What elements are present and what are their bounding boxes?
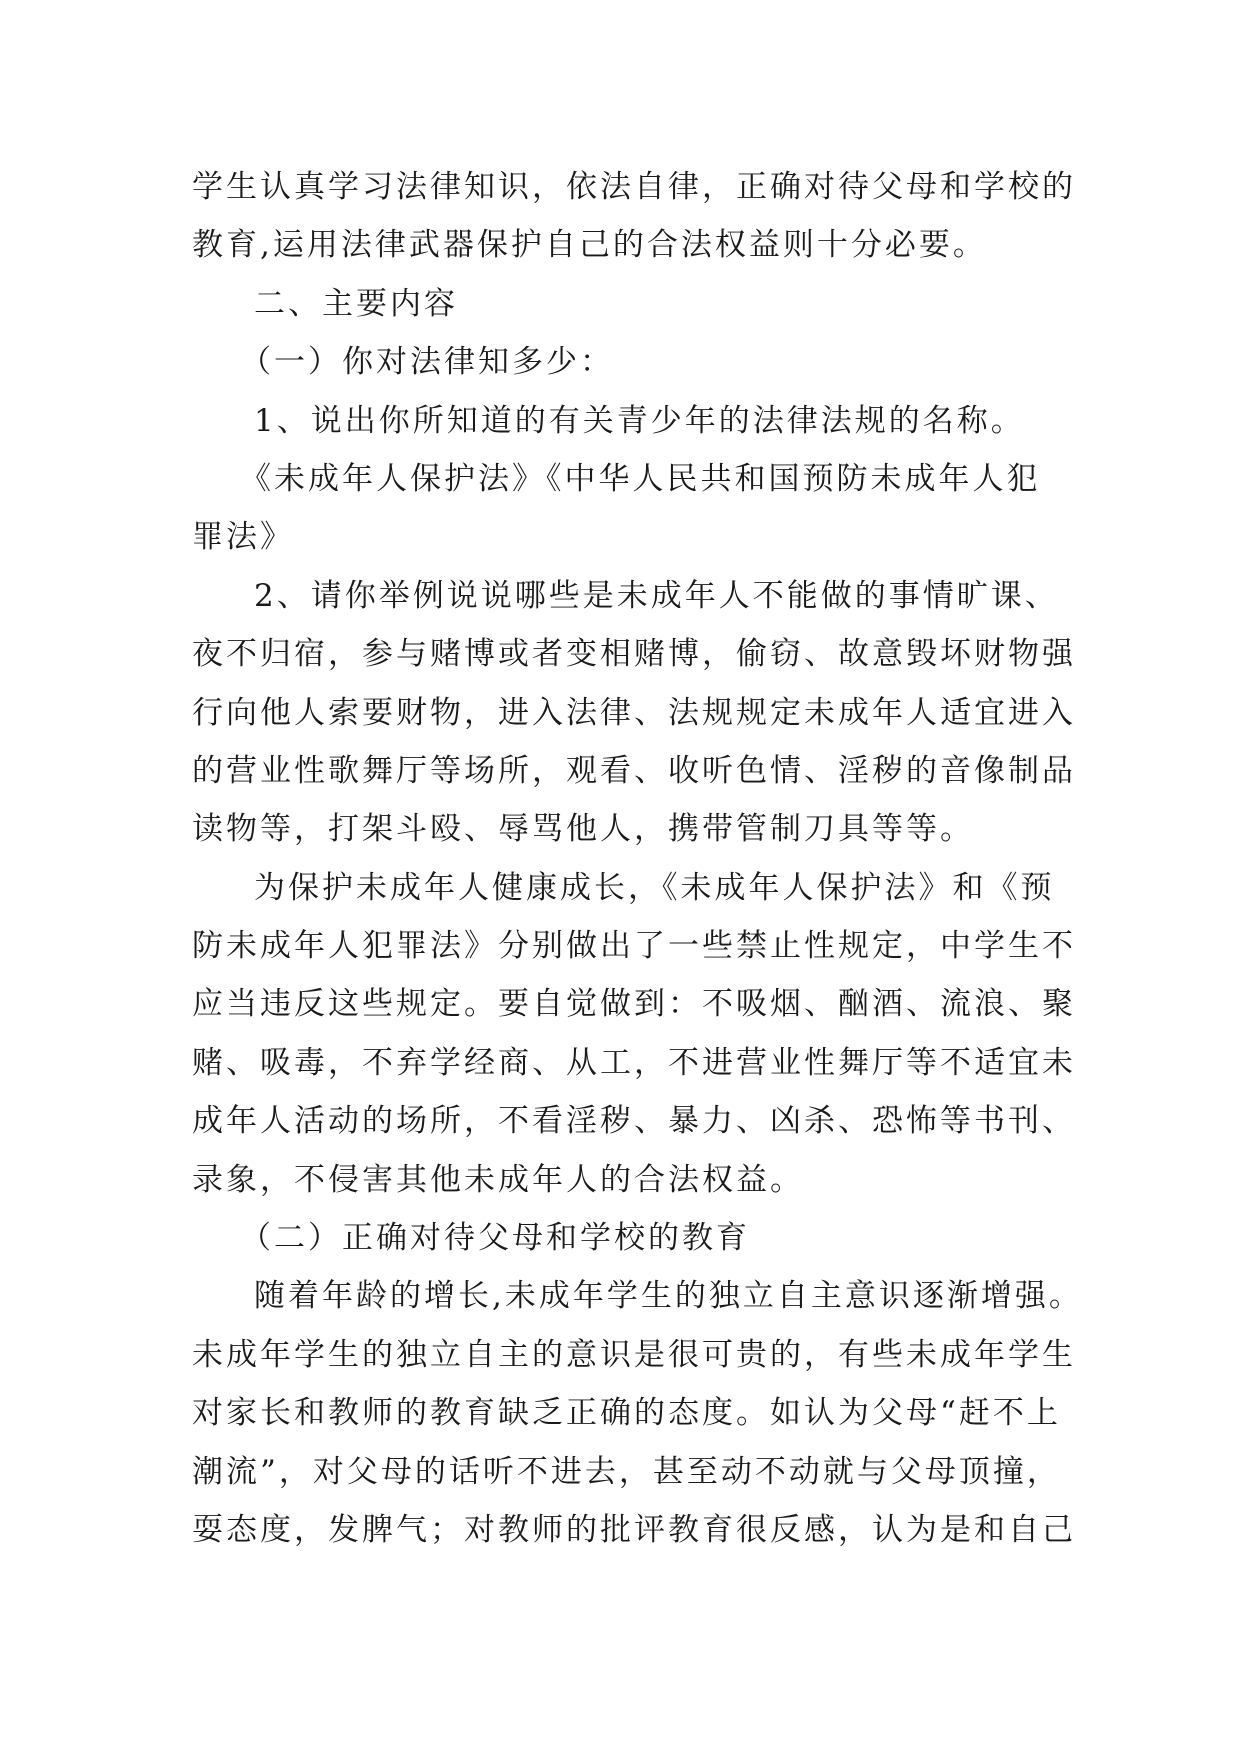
text-line: 应当违反这些规定。要自觉做到：不吸烟、酗酒、流浪、聚 xyxy=(192,986,1076,1023)
question-line: 2、请你举例说说哪些是未成年人不能做的事情旷课、 xyxy=(254,577,1059,614)
text-line: 行向他人索要财物，进入法律、法规规定未成年人适宜进入 xyxy=(192,694,1076,731)
text-line: 对家长和教师的教育缺乏正确的态度。如认为父母“赶不上 xyxy=(192,1395,1061,1432)
text-line: 防未成年人犯罪法》分别做出了一些禁止性规定，中学生不 xyxy=(192,928,1076,965)
text-line: 潮流”，对父母的话听不进去，甚至动不动就与父母顶撞， xyxy=(192,1453,1061,1490)
text-line: 为保护未成年人健康成长，《未成年人保护法》和《预 xyxy=(254,869,1055,906)
subsection-heading: （一）你对法律知多少： xyxy=(240,344,614,381)
text-line: 夜不归宿，参与赌博或者变相赌博，偷窃、故意毁坏财物强 xyxy=(192,636,1076,673)
text-line: 的营业性歌舞厅等场所，观看、收听色情、淫秽的音像制品 xyxy=(192,752,1076,789)
text-line: 罪法》 xyxy=(192,519,294,556)
body-text xyxy=(192,158,1083,1559)
text-line: 读物等，打架斗殴、辱骂他人，携带管制刀具等等。 xyxy=(192,811,974,848)
text-line: 耍态度，发脾气；对教师的批评教育很反感，认为是和自己 xyxy=(192,1511,1076,1548)
text-line: 《未成年人保护法》《中华人民共和国预防未成年人犯 xyxy=(240,460,1041,497)
text-line: 未成年学生的独立自主的意识是很可贵的，有些未成年学生 xyxy=(192,1336,1076,1373)
text-line: 赌、吸毒，不弃学经商、从工，不进营业性舞厅等不适宜未 xyxy=(192,1044,1076,1081)
text-line: 录象，不侵害其他未成年人的合法权益。 xyxy=(192,1161,804,1198)
subsection-heading: （二）正确对待父母和学校的教育 xyxy=(240,1220,750,1257)
text-line: 学生认真学习法律知识，依法自律，正确对待父母和学校的 xyxy=(192,169,1076,205)
text-line: 随着年龄的增长,未成年学生的独立自主意识逐渐增强。 xyxy=(254,1278,1083,1315)
text-line: 成年人活动的场所，不看淫秽、暴力、凶杀、恐怖等书刊、 xyxy=(192,1103,1076,1140)
section-heading: 二、主要内容 xyxy=(254,285,458,322)
text-line: 教育,运用法律武器保护自己的合法权益则十分必要。 xyxy=(192,227,987,264)
question-line: 1、说出你所知道的有关青少年的法律法规的名称。 xyxy=(254,402,1025,439)
